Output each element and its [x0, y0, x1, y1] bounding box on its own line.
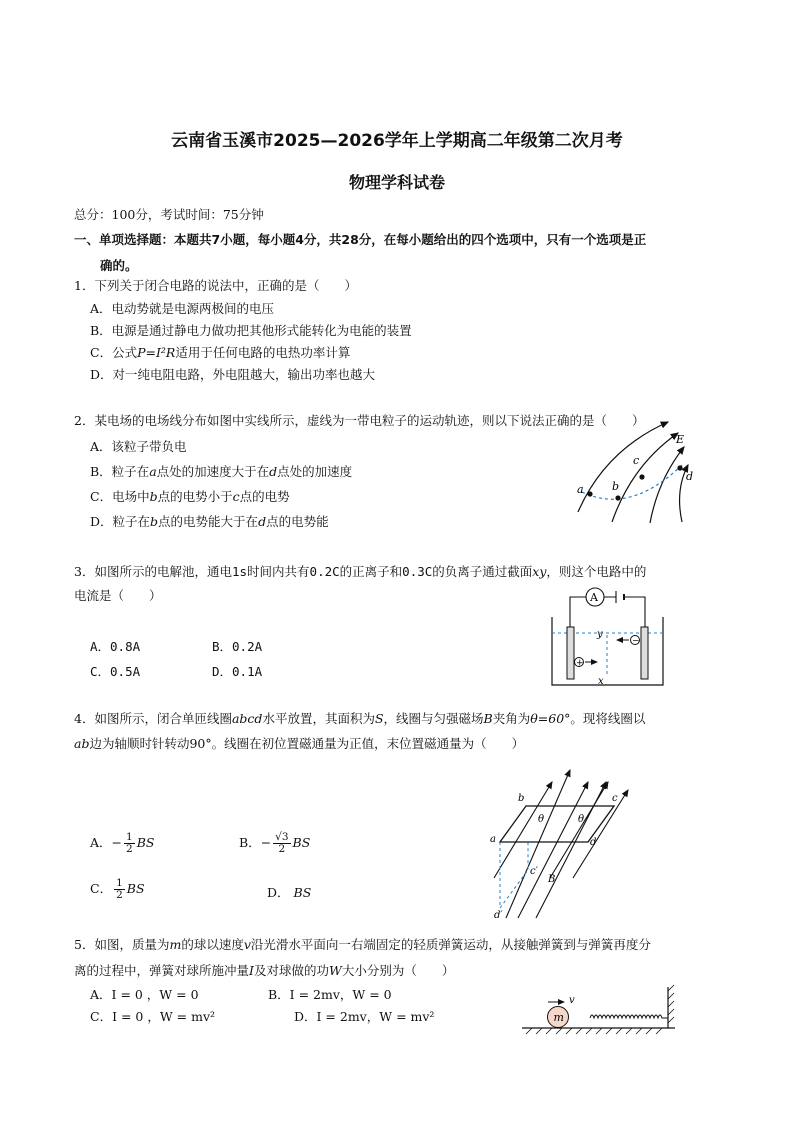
label-e: E	[676, 433, 685, 446]
q5-stem-cont	[74, 961, 454, 979]
q5-option-a: A．I = 0 ，W = 0	[90, 987, 199, 1002]
ball-label: m	[553, 1011, 564, 1024]
q4-a-label: A．	[90, 835, 112, 850]
q5-line2-post: 大小分别为（ ）	[341, 963, 455, 978]
q4-axis-edge: ab	[74, 736, 90, 751]
point-a	[587, 491, 592, 496]
label-c-prime: c′	[530, 866, 538, 877]
q5-pre: 5．如图，质量为	[74, 937, 170, 952]
q5-velocity: v	[243, 937, 251, 952]
q4-c-label: C．	[90, 881, 113, 896]
label-d: d	[590, 837, 597, 848]
q4-c-fraction	[114, 878, 125, 901]
q4-b-den: 2	[278, 843, 286, 855]
q4-b-fraction	[273, 832, 290, 855]
q4-c-num: 1	[116, 877, 123, 889]
point-b	[615, 495, 620, 500]
q5-mid: 的球以速度	[181, 937, 244, 952]
exam-title: 云南省玉溪市2025—2026学年上学期高二年级第二次月考	[171, 131, 623, 151]
q2-c-pre: C．电场中	[90, 489, 150, 504]
q3-option-d: D．0.1A	[212, 664, 263, 679]
q5-work: W	[328, 963, 342, 978]
q4-a-bs: BS	[136, 835, 155, 850]
q1-option-c	[90, 343, 350, 361]
q2-b-var1: a	[149, 464, 157, 479]
q3-pre: 3．如图所示的电解池，通电	[74, 564, 232, 579]
field-line	[650, 447, 684, 523]
q2-c-post: 点的电势	[239, 489, 290, 504]
trajectory	[582, 465, 682, 499]
q2-c-var1: b	[149, 489, 158, 504]
q3-time: 1s	[231, 564, 248, 579]
q5-option-d: D．I = 2mv，W = mv²	[294, 1009, 435, 1024]
label-b-field: B	[548, 874, 556, 885]
q4-c-den: 2	[116, 889, 123, 901]
q2-d-pre: D．粒子在	[90, 514, 151, 529]
q4-mid3: 夹角为	[492, 711, 531, 726]
q1-formula: P=I²R	[137, 345, 176, 360]
q2-option-c	[90, 487, 290, 505]
q3-option-a: A．0.8A	[90, 639, 141, 654]
q2-option-a: A．该粒子带负电	[90, 439, 187, 454]
positive-sign: +	[576, 658, 584, 669]
q2-field-figure	[560, 430, 710, 525]
q4-mid1: 水平放置，其面积为	[262, 711, 375, 726]
q1-option-a: A．电动势就是电源两极间的电压	[90, 301, 275, 316]
electrode-right	[641, 627, 648, 679]
q4-option-a	[90, 832, 154, 855]
q4-angle: θ=60°	[530, 711, 571, 726]
point-d	[677, 465, 682, 470]
angle-theta-2: θ	[578, 814, 585, 825]
velocity-label: v	[569, 995, 575, 1006]
q4-a-den: 2	[126, 843, 133, 855]
q3-positive-charge: 0.2C	[309, 564, 340, 579]
q4-pre: 4．如图所示，闭合单匝线圈	[74, 711, 232, 726]
q4-c-bs: BS	[126, 881, 145, 896]
q4-option-c	[90, 878, 145, 901]
q4-a-sign: −	[111, 835, 123, 850]
wall-hatching	[668, 985, 674, 1023]
label-a: a	[577, 483, 584, 496]
q4-stem	[74, 709, 645, 727]
q3-option-b: B．0.2A	[212, 639, 263, 654]
circuit-wire	[570, 597, 645, 627]
q4-d-bs: BS	[293, 885, 312, 900]
q1-option-d: D．对一纯电阻电路，外电阻越大，输出功率也越大	[90, 367, 376, 382]
q4-b-bs: BS	[292, 835, 311, 850]
q2-b-mid: 点处的加速度大于在	[156, 464, 270, 479]
q4-line2: 边为轴顺时针转动90°。线圈在初位置磁通量为正值，末位置磁通量为（ ）	[89, 736, 525, 751]
spring	[590, 1015, 668, 1018]
q4-area: S	[374, 711, 384, 726]
label-d-prime: d′	[494, 910, 503, 921]
q4-coil: abcd	[231, 711, 263, 726]
q5-post: 沿光滑水平面向一右端固定的轻质弹簧运动，从接触弹簧到与弹簧再度分	[250, 937, 651, 952]
q2-stem: 2．某电场的电场线分布如图中实线所示，虚线为一带电粒子的运动轨迹，则以下说法正确的是（ ）	[74, 413, 645, 428]
q4-a-num: 1	[126, 831, 133, 843]
label-c: c	[612, 793, 618, 804]
q2-c-mid: 点的电势小于	[157, 489, 233, 504]
q3-stem	[74, 562, 646, 580]
angle-theta-1: θ	[538, 814, 545, 825]
q2-b-post: 点处的加速度	[277, 464, 353, 479]
q1-option-c-prefix: C．公式	[90, 345, 138, 360]
floor-hatching	[526, 1028, 662, 1034]
q3-section: xy	[532, 564, 547, 579]
q2-c-var2: c	[232, 489, 240, 504]
q4-coil-figure	[488, 770, 638, 920]
exam-info: 总分：100分，考试时间：75分钟	[74, 207, 264, 222]
q5-mass: m	[169, 937, 182, 952]
q3-mid1: 时间内共有	[247, 564, 310, 579]
q2-d-var1: b	[150, 514, 159, 529]
q4-post: 。现将线圈以	[570, 711, 646, 726]
q5-option-c: C．I = 0 ，W = mv²	[90, 1009, 216, 1024]
q3-mid3: 的负离子通过截面	[432, 564, 533, 579]
q3-mid2: 的正离子和	[339, 564, 403, 579]
q4-field: B	[483, 711, 493, 726]
q3-stem-cont: 电流是（ ）	[74, 588, 162, 603]
q4-option-b	[239, 832, 310, 855]
q2-b-var2: d	[269, 464, 278, 479]
label-b: b	[518, 793, 525, 804]
point-c	[639, 474, 644, 479]
q5-stem	[74, 935, 651, 953]
q5-option-b: B．I = 2mv，W = 0	[268, 987, 392, 1002]
label-y: y	[597, 629, 603, 640]
q5-impulse: I	[249, 963, 254, 978]
label-x: x	[598, 676, 604, 687]
field-b-line	[506, 770, 570, 918]
label-a: a	[490, 834, 496, 845]
q3-post: ，则这个电路中的	[546, 564, 647, 579]
section-heading-cont: 确的。	[100, 258, 138, 273]
q2-d-mid: 点的电势能大于在	[158, 514, 259, 529]
electrode-left	[567, 627, 574, 679]
label-d: d	[686, 470, 694, 483]
q4-b-num: √3	[275, 831, 289, 843]
q3-cell-figure	[545, 585, 675, 689]
coil-abcd	[500, 806, 614, 842]
q5-line2-mid: 及对球做的功	[253, 963, 329, 978]
q4-b-label: B．	[239, 835, 261, 850]
q4-b-sign: −	[260, 835, 272, 850]
q5-line2-pre: 离的过程中，弹簧对球所施冲量	[74, 963, 250, 978]
q2-d-post: 点的电势能	[266, 514, 329, 529]
q1-option-c-suffix: 适用于任何电路的电热功率计算	[175, 345, 351, 360]
label-b: b	[612, 480, 620, 493]
ammeter-label: A	[590, 591, 598, 604]
section-heading: 一、单项选择题：本题共7小题，每小题4分，共28分，在每小题给出的四个选项中，只有一个选项是正	[74, 232, 647, 247]
q4-a-fraction	[124, 832, 135, 855]
coil-rotated	[500, 842, 528, 908]
label-c: c	[633, 454, 640, 467]
negative-sign: −	[632, 636, 640, 647]
q4-option-d	[267, 883, 311, 901]
q2-option-d	[90, 512, 329, 530]
field-line	[573, 790, 628, 878]
exam-subtitle: 物理学科试卷	[348, 173, 445, 192]
q4-stem-cont	[74, 734, 524, 752]
q2-option-b	[90, 462, 352, 480]
q4-mid2: ，线圈与匀强磁场	[383, 711, 484, 726]
q2-d-var2: d	[258, 514, 267, 529]
q1-option-b: B．电源是通过静电力做功把其他形式能转化为电能的装置	[90, 323, 412, 338]
q2-b-pre: B．粒子在	[90, 464, 150, 479]
q4-d-label: D．	[267, 885, 290, 900]
q3-negative-charge: 0.3C	[402, 564, 433, 579]
q1-stem: 1．下列关于闭合电路的说法中，正确的是（ ）	[74, 278, 357, 293]
q3-option-c: C．0.5A	[90, 664, 141, 679]
q5-spring-figure	[520, 985, 685, 1035]
